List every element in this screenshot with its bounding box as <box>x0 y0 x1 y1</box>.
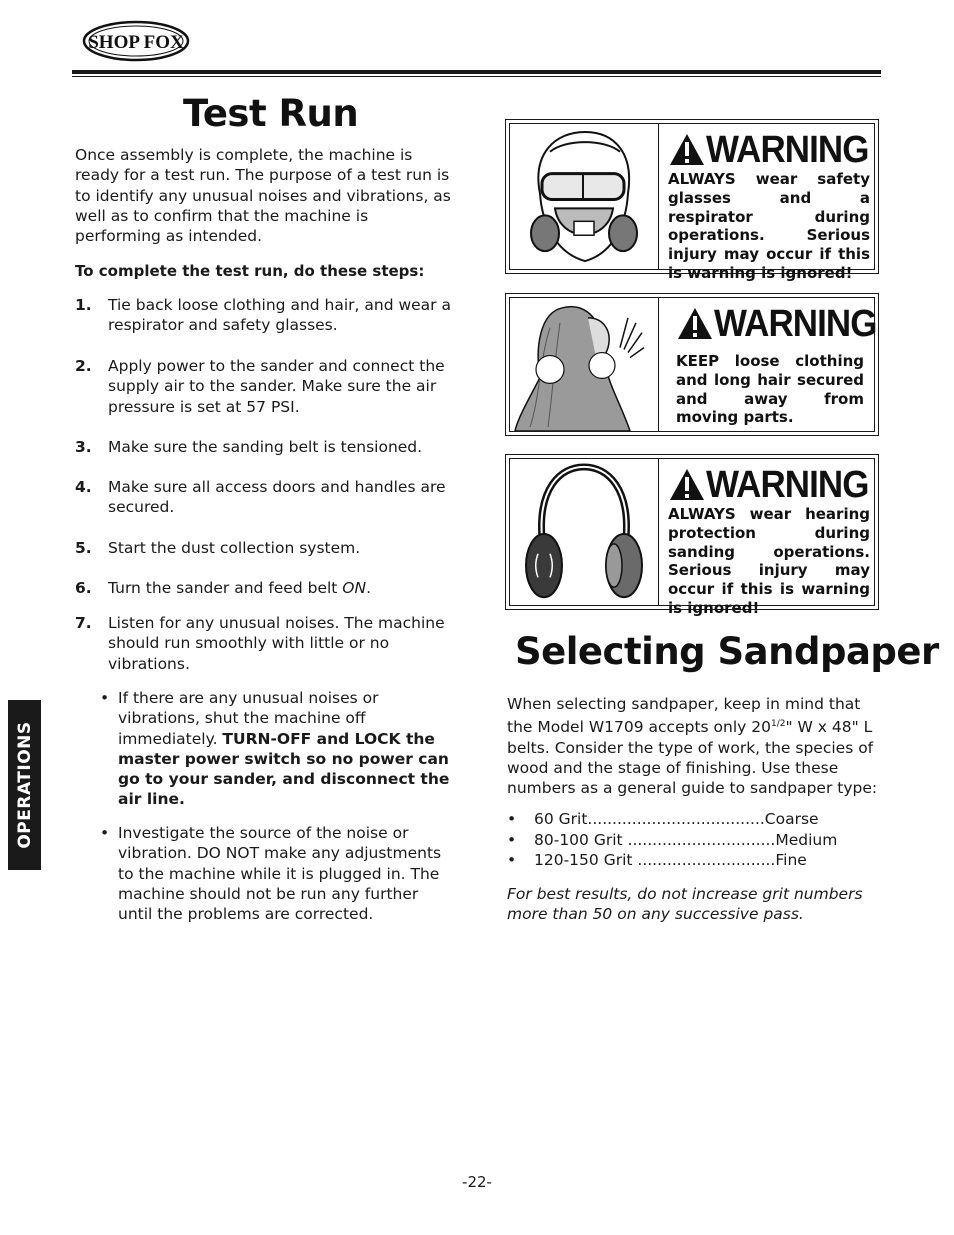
test-run-intro: Once assembly is complete, the machine is ready for a test run. The purpose of a test run is to identify any unusual noises and vibrations, as well as to confirm that the machine is performing as intended. <box>75 146 451 246</box>
step-text: Tie back loose clothing and hair, and wear a respirator and safety glasses. <box>108 296 451 335</box>
bullet-text: If there are any unusual noises or vibrations, shut the machine off immediately. TURN-OFF and LOCK the master power switch so no power can go to your sander, and disconnect the air line. <box>118 689 450 809</box>
warning-box-clothing <box>505 293 879 436</box>
warning-triangle-icon <box>676 306 714 341</box>
header-rule-thin <box>72 76 881 77</box>
bullet-dot: • <box>100 824 110 842</box>
best-results-note: For best results, do not increase grit numbers more than 50 on any successive pass. <box>507 885 863 924</box>
bullet-dot: • <box>507 810 517 828</box>
step-text: Listen for any unusual noises. The machine should run smoothly with little or no vibrations. <box>108 614 445 673</box>
step-number: 3. <box>75 438 92 456</box>
side-tab-label: OPERATIONS <box>14 721 35 849</box>
step-number: 2. <box>75 357 92 375</box>
logo-text: SHOP FOX <box>88 32 184 53</box>
bullet-text: Investigate the source of the noise or vibration. DO NOT make any adjustments to the machine while it is plugged in. The machine should not be run any further until the problems are corrected. <box>118 824 442 924</box>
ear-muffs-icon <box>510 459 659 605</box>
test-run-title: Test Run <box>183 92 359 135</box>
grit-text: 80-100 Grit ..............................Medium <box>534 831 838 849</box>
sandpaper-intro: When selecting sandpaper, keep in mind that the Model W1709 accepts only $20^{1/2}$" W x 48" L belts. Consider the type of work, the species of wood and the stage of finishing. Use these numbers as a general guide to sandpaper type: <box>507 695 878 798</box>
warning-triangle-icon <box>668 132 706 167</box>
bullet-dot: • <box>507 851 517 869</box>
warning-heading: WARNING <box>668 464 883 502</box>
bullet-dot: • <box>100 689 110 707</box>
selecting-sandpaper-title: Selecting Sandpaper <box>515 630 939 673</box>
bullet-dot: • <box>507 831 517 849</box>
step-text: Make sure the sanding belt is tensioned. <box>108 438 423 456</box>
step-text: Turn the sander and feed belt ON. <box>108 579 372 597</box>
step-number: 5. <box>75 539 92 557</box>
step-number: 6. <box>75 579 92 597</box>
step-number: 4. <box>75 478 92 496</box>
long-hair-person-icon <box>510 298 659 431</box>
step-number: 1. <box>75 296 92 314</box>
grit-text: 60 Grit....................................Coarse <box>534 810 819 828</box>
step-number: 7. <box>75 614 92 632</box>
warning-text: ALWAYS wear hearing protection during sanding operations. Serious injury may occur if this is warning is ignored! <box>668 505 870 617</box>
header-rule <box>72 70 881 74</box>
operations-side-tab <box>8 700 41 870</box>
warning-box-respirator <box>505 119 879 282</box>
warning-box-hearing <box>505 454 879 617</box>
step-text: Start the dust collection system. <box>108 539 361 557</box>
step-text: Apply power to the sander and connect the supply air to the sander. Make sure the air pressure is set at 57 PSI. <box>108 357 445 416</box>
page-number: -22- <box>462 1173 492 1191</box>
respirator-face-icon <box>510 124 659 269</box>
warning-heading: WARNING <box>676 303 891 341</box>
warning-text: ALWAYS wear safety glasses and a respirator during operations. Serious injury may occur if this is warning is ignored! <box>668 170 870 282</box>
warning-triangle-icon <box>668 467 706 502</box>
shop-fox-logo <box>82 20 190 62</box>
steps-heading: To complete the test run, do these steps: <box>75 262 425 280</box>
grit-text: 120-150 Grit ............................Fine <box>534 851 807 869</box>
warning-heading: WARNING <box>668 129 883 167</box>
fraction: 1/2 <box>770 719 786 730</box>
step-text: Make sure all access doors and handles are secured. <box>108 478 446 517</box>
warning-text: KEEP loose clothing and long hair secured and away from moving parts. <box>676 352 864 427</box>
